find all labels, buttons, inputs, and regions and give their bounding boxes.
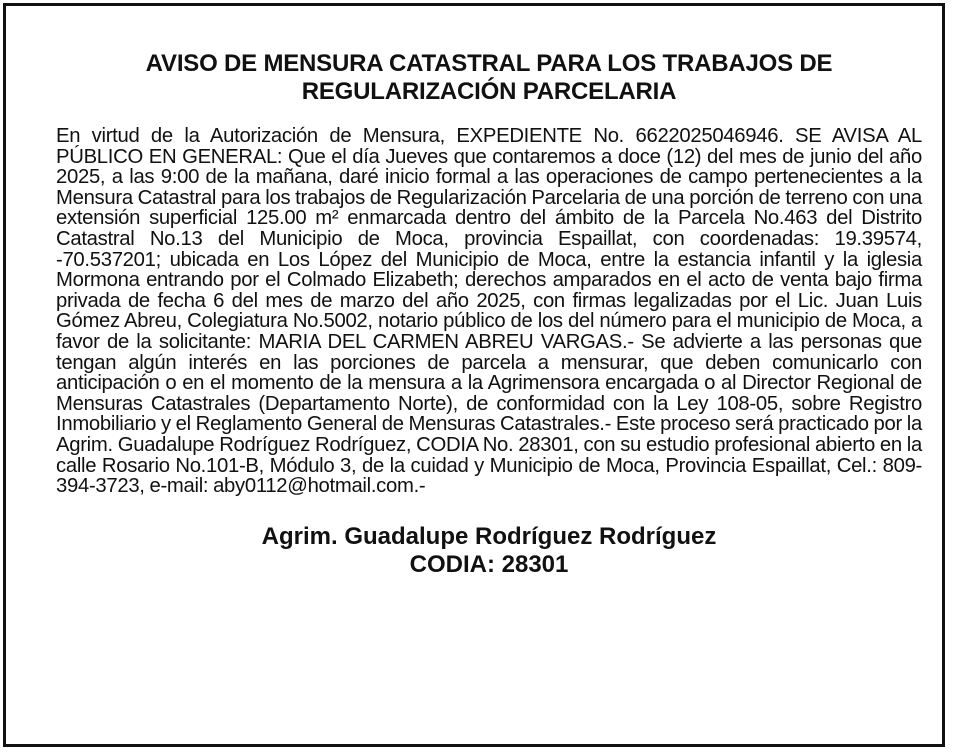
signature-block — [56, 523, 922, 579]
notice-body: En virtud de la Autorización de Mensura, EXPEDIENTE No. 6622025046946. SE AVISA AL PÚBLICO EN GENERAL: Que el día Jueves que contaremos a doce (12) del mes de junio del año 2025, a las 9:00 de la mañana, daré inicio formal a las operaciones de campo pertenecientes a la Mensura Catastral para los trabajos de Regularización Parcelaria de una porción de terreno con una extensión superficial 125.00 m² enmarcada dentro del ámbito de la Parcela No.463 del Distrito Catastral No.13 del Municipio de Moca, provincia Espaillat, con coordenadas: 19.39574, -70.537201; ubicada en Los López del Municipio de Moca, entre la estancia infantil y la iglesia Mormona entrando por el Colmado Elizabeth; derechos amparados en el acto de venta bajo firma privada de fecha 6 del mes de marzo del año 2025, con firmas legalizadas por el Lic. Juan Luis Gómez Abreu, Colegiatura No.5002, notario público de los del número para el municipio de Moca, a favor de la solicitante: MARIA DEL CARMEN ABREU VARGAS.- Se advierte a las personas que tengan algún interés en las porciones de parcela a mensurar, que deben comunicarlo con anticipación o en el momento de la mensura a la Agrimensora encargada o al Director Regional de Mensuras Catastrales (Departamento Norte), de conformidad con la Ley 108-05, sobre Registro Inmobiliario y el Reglamento General de Mensuras Catastrales.- Este proceso será practicado por la Agrim. Guadalupe Rodríguez Rodríguez, CODIA No. 28301, con su estudio profesional abierto en la calle Rosario No.101-B, Módulo 3, de la cuidad y Municipio de Moca, Provincia Espaillat, Cel.: 809-394-3723, e-mail: aby0112@hotmail.com.- — [56, 125, 922, 498]
notice-frame — [3, 3, 945, 747]
notice-title — [56, 50, 922, 106]
notice-title-line-2: REGULARIZACIÓN PARCELARIA — [301, 78, 677, 105]
signature-name: Agrim. Guadalupe Rodríguez Rodríguez — [261, 522, 717, 550]
signature-codia: CODIA: 28301 — [409, 550, 569, 578]
notice-content — [56, 50, 922, 579]
notice-title-line-1: AVISO DE MENSURA CATASTRAL PARA LOS TRABAJOS DE — [145, 50, 833, 77]
